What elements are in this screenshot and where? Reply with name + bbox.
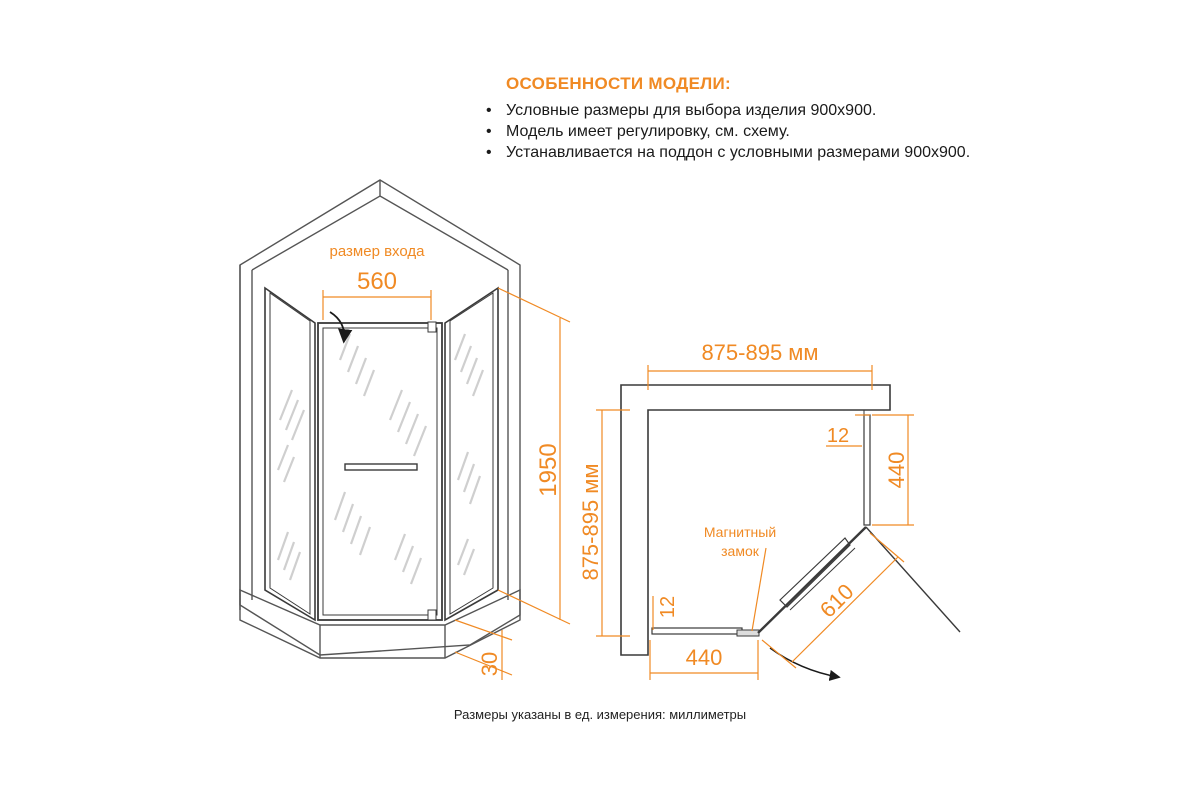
- side-bottom: 440: [685, 645, 723, 670]
- feature-item: • Модель имеет регулировку, см. схему.: [506, 121, 1000, 142]
- right-panel: [445, 288, 498, 620]
- left-panel: [265, 288, 315, 620]
- plan-view: [578, 340, 960, 680]
- gap-top: 12: [826, 425, 850, 447]
- feature-item: • Устанавливается на поддон с условными размерами 900х900.: [506, 142, 976, 163]
- tray-height: 30: [477, 651, 502, 677]
- door-swing-arrow: [330, 312, 344, 340]
- plan-bottom-panel: [652, 628, 742, 634]
- width-range: 875-895 мм: [701, 340, 819, 365]
- plan-door-open: [866, 527, 960, 632]
- depth-range: 875-895 мм: [578, 463, 603, 581]
- height-ext-top: [498, 288, 570, 322]
- entrance-width: 560: [356, 268, 398, 295]
- units-footnote: Размеры указаны в ед. измерения: миллиметры: [453, 707, 747, 722]
- front-view: [240, 180, 570, 680]
- door-frame: [318, 323, 442, 620]
- entrance-label: размер входа: [329, 243, 425, 260]
- features-heading: ОСОБЕННОСТИ МОДЕЛИ:: [506, 74, 731, 93]
- plan-door: [758, 527, 866, 633]
- plan-right-panel: [864, 415, 870, 525]
- height-value: 1950: [535, 443, 562, 497]
- side-top: 440: [884, 451, 909, 489]
- lock-label-line2: замок: [721, 543, 759, 559]
- glass-reflections: [278, 334, 483, 584]
- lock-label-line1: Магнитный: [703, 524, 777, 540]
- door-handle: [345, 464, 417, 470]
- plan-swing-arrow: [770, 648, 838, 677]
- door-width: 610: [814, 578, 859, 623]
- feature-item: • Условные размеры для выбора изделия 900х900.: [506, 100, 1000, 121]
- gap-left: 12: [657, 595, 679, 619]
- lock-leader-line: [752, 548, 766, 631]
